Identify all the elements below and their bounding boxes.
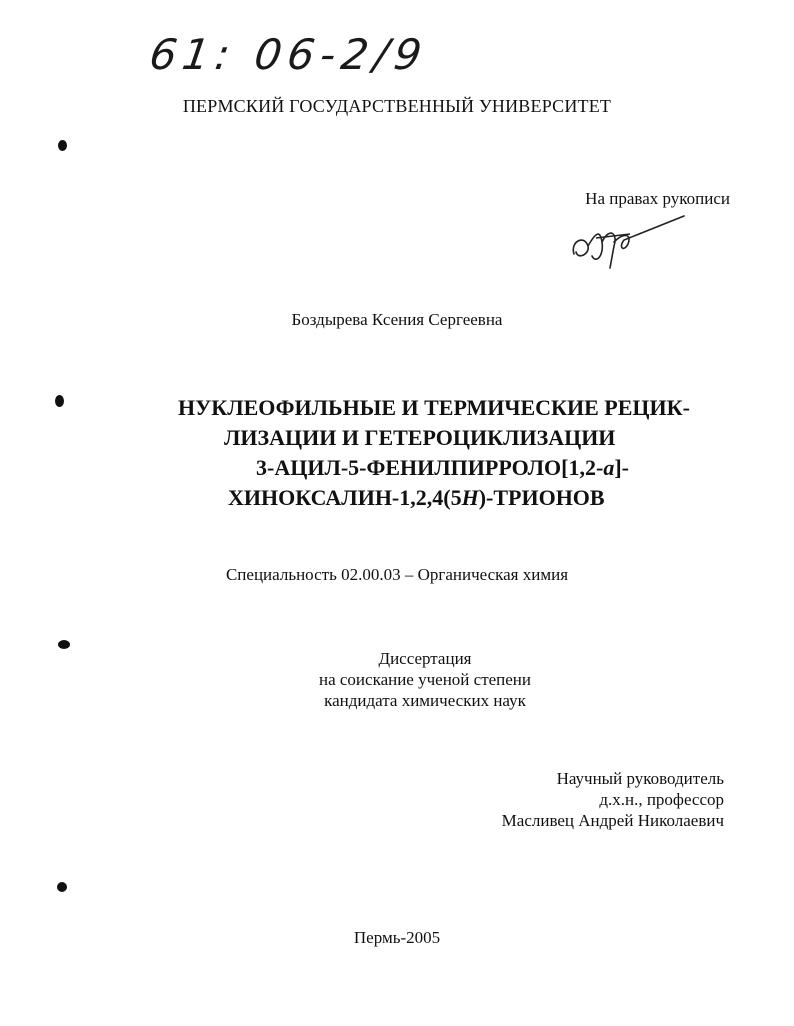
dissertation-title xyxy=(150,393,750,513)
title-line-4-part-2: )-ТРИОНОВ xyxy=(478,485,605,510)
binding-hole-mark xyxy=(55,395,64,407)
signature-icon xyxy=(566,212,686,272)
degree-line-1: на соискание ученой степени xyxy=(318,670,532,689)
university-name: ПЕРМСКИЙ ГОСУДАРСТВЕННЫЙ УНИВЕРСИТЕТ xyxy=(182,96,612,116)
title-line-3 xyxy=(150,453,750,483)
title-line-1: НУКЛЕОФИЛЬНЫЕ И ТЕРМИЧЕСКИЕ РЕЦИК- xyxy=(178,395,690,420)
title-line-3-italic: a xyxy=(603,455,615,480)
title-line-3-part-1: 3-АЦИЛ-5-ФЕНИЛПИРРОЛО[1,2- xyxy=(256,455,604,480)
specialty: Специальность 02.00.03 – Органическая химия xyxy=(225,565,569,584)
title-line-4-part-1: ХИНОКСАЛИН-1,2,4(5 xyxy=(228,485,462,510)
binding-hole-mark xyxy=(57,882,67,892)
dissertation-degree xyxy=(310,648,540,711)
title-line-3-part-2: ]- xyxy=(614,455,629,480)
supervisor-label: Научный руководитель xyxy=(556,769,724,788)
title-line-4 xyxy=(150,483,750,513)
manuscript-rights-note: На правах рукописи xyxy=(585,189,730,208)
title-line-4-italic: H xyxy=(461,485,479,510)
supervisor-block xyxy=(420,768,724,831)
binding-hole-mark xyxy=(58,140,67,151)
city-year: Пермь-2005 xyxy=(353,928,441,947)
supervisor-degree: д.х.н., профессор xyxy=(599,790,724,809)
binding-hole-mark xyxy=(58,640,70,649)
author-name: Боздырева Ксения Сергеевна xyxy=(291,310,503,329)
supervisor-name: Масливец Андрей Николаевич xyxy=(501,811,724,830)
title-line-2: ЛИЗАЦИИ И ГЕТЕРОЦИКЛИЗАЦИИ xyxy=(224,425,616,450)
archive-number-handwritten: 61: 06-2/9 xyxy=(146,30,431,79)
degree-line-2: кандидата химических наук xyxy=(324,691,526,710)
dissertation-label: Диссертация xyxy=(378,649,472,668)
